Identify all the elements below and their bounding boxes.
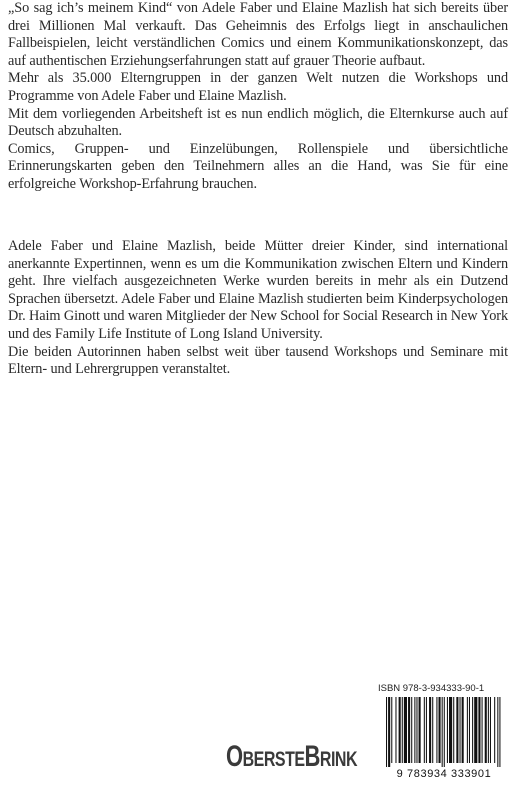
blurb-section — [8, 0, 508, 194]
barcode-digits: 9 783934 333901 — [396, 768, 492, 779]
author-bio-section — [8, 238, 508, 379]
blurb-paragraph: „So sag ich’s meinem Kind“ von Adele Faber und Elaine Mazlish hat sich bereits über drei Millionen Mal verkauft. Das Geheimnis des Erfolgs liegt in anschaulichen Fallbeispielen, leicht verständlichen Comics und einem Kommunikationskonzept, das auf authentischen Erziehungserfahrungen statt auf grauer Theorie aufbaut. — [8, 0, 508, 69]
barcode — [376, 697, 512, 779]
logo-part-berste: BERSTE — [242, 748, 305, 772]
logo-part-rink: RINK — [319, 748, 358, 772]
isbn-label: ISBN 978-3-934333-90-1 — [378, 683, 485, 694]
logo-initial-b: B — [304, 739, 320, 773]
blurb-paragraph: Comics, Gruppen- und Einzelübungen, Rollenspiele und übersichtliche Erinnerungskarten geben den Teilnehmern alles an die Hand, was Sie für eine erfolgreiche Workshop-Erfahrung brauchen. — [8, 140, 508, 192]
publisher-logo — [226, 739, 357, 774]
blurb-paragraph: Mit dem vorliegenden Arbeitsheft ist es nun endlich möglich, die Elternkurse auch auf Deutsch abzuhalten. — [8, 105, 508, 140]
logo-initial-o: O — [226, 739, 243, 773]
bio-paragraph: Die beiden Autorinnen haben selbst weit über tausend Workshops und Seminare mit Eltern- und Lehrergruppen veranstaltet. — [8, 343, 508, 378]
bio-paragraph: Adele Faber und Elaine Mazlish, beide Mütter dreier Kinder, sind international anerkannte Expertinnen, wenn es um die Kommunikation zwischen Eltern und Kindern geht. Ihre vielfach ausgezeichneten Werke wurden bereits in mehr als ein Dutzend Sprachen übersetzt. Adele Faber und Elaine Mazlish studierten beim Kinderpsychologen Dr. Haim Ginott und waren Mitglieder der New School for Social Research in New York und des Family Life Institute of Long Island University. — [8, 238, 508, 342]
isbn-barcode-area — [376, 683, 514, 795]
blurb-paragraph: Mehr als 35.000 Elterngruppen in der ganzen Welt nutzen die Workshops und Programme von Adele Faber und Elaine Mazlish. — [8, 70, 508, 104]
